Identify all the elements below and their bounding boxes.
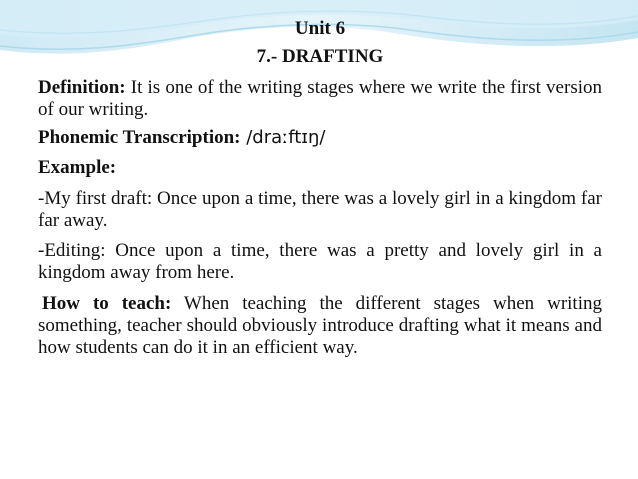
phonemic-paragraph [38, 127, 602, 149]
editing-paragraph: -Editing: Once upon a time, there was a pretty and lovely girl in a kingdom away from here. [38, 240, 602, 283]
definition-paragraph [38, 77, 602, 121]
phonemic-text: /draːftɪŋ/ [240, 127, 326, 148]
slide-content [38, 18, 602, 359]
definition-label: Definition: [38, 77, 126, 98]
definition-text: It is one of the writing stages where we write the first version of our writing. [38, 77, 602, 120]
how-to-teach-paragraph [38, 293, 602, 359]
slide-title: 7.- DRAFTING [256, 46, 384, 67]
phonemic-label: Phonemic Transcription: [38, 127, 241, 148]
first-draft-paragraph: -My first draft: Once upon a time, there was a lovely girl in a kingdom far far away. [38, 188, 602, 231]
how-to-teach-label: How to teach: [42, 293, 172, 314]
unit-label: Unit 6 [294, 18, 346, 39]
example-label: Example: [38, 157, 117, 178]
how-to-teach-text: When teaching the different stages when writing something, teacher should obviously introduce drafting what it means and how students can do it in an efficient way. [38, 293, 602, 358]
